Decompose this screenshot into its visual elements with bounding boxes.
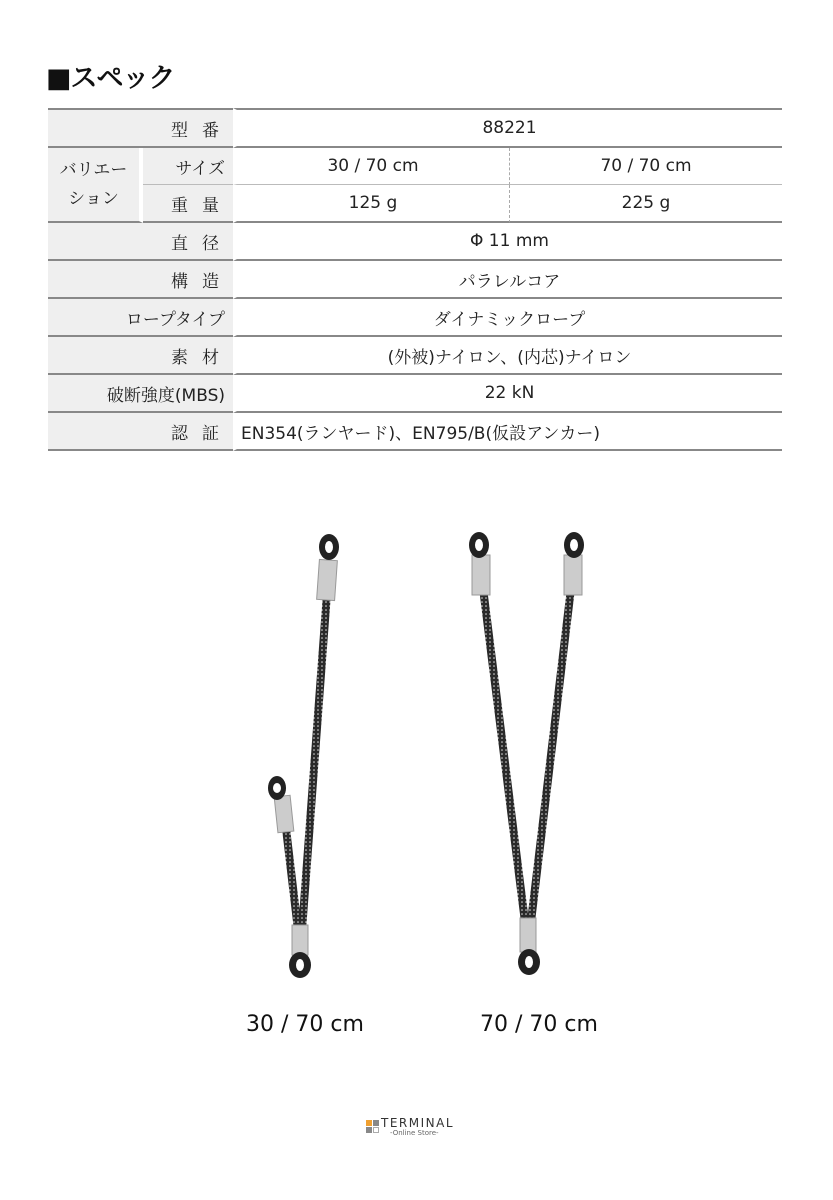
rope-type-label: ロープタイプ	[48, 299, 233, 337]
caption-70-70: 70 / 70 cm	[480, 1012, 598, 1037]
page-title: ■スペック	[46, 63, 175, 94]
size-value-1: 30 / 70 cm	[233, 148, 509, 185]
variation-label: バリエーション	[48, 148, 143, 223]
weight-value-1: 125 g	[233, 185, 509, 223]
weight-value-2: 225 g	[509, 185, 782, 223]
material-label: 素材	[48, 337, 233, 375]
caption-30-70: 30 / 70 cm	[246, 1012, 364, 1037]
logo-sub: -Online Store-	[390, 1129, 439, 1137]
diameter-value: Φ 11 mm	[233, 223, 782, 261]
lanyard-30-70	[268, 534, 339, 978]
lanyard-70-70	[469, 532, 584, 975]
model-label: 型番	[48, 108, 233, 148]
terminal-logo	[366, 1118, 476, 1142]
material-value: (外被)ナイロン、(内芯)ナイロン	[233, 337, 782, 375]
structure-value: パラレルコア	[233, 261, 782, 299]
size-value-2: 70 / 70 cm	[509, 148, 782, 185]
rope-type-value: ダイナミックロープ	[233, 299, 782, 337]
mbs-value: 22 kN	[233, 375, 782, 413]
diameter-label: 直径	[48, 223, 233, 261]
model-value: 88221	[233, 108, 782, 148]
size-label: サイズ	[143, 148, 233, 185]
cert-value: EN354(ランヤード)、EN795/B(仮設アンカー)	[233, 413, 782, 451]
mbs-label: 破断強度(MBS)	[48, 375, 233, 413]
weight-label: 重量	[143, 185, 233, 223]
logo-name: TERMINAL	[381, 1116, 455, 1130]
cert-label: 認証	[48, 413, 233, 451]
structure-label: 構造	[48, 261, 233, 299]
